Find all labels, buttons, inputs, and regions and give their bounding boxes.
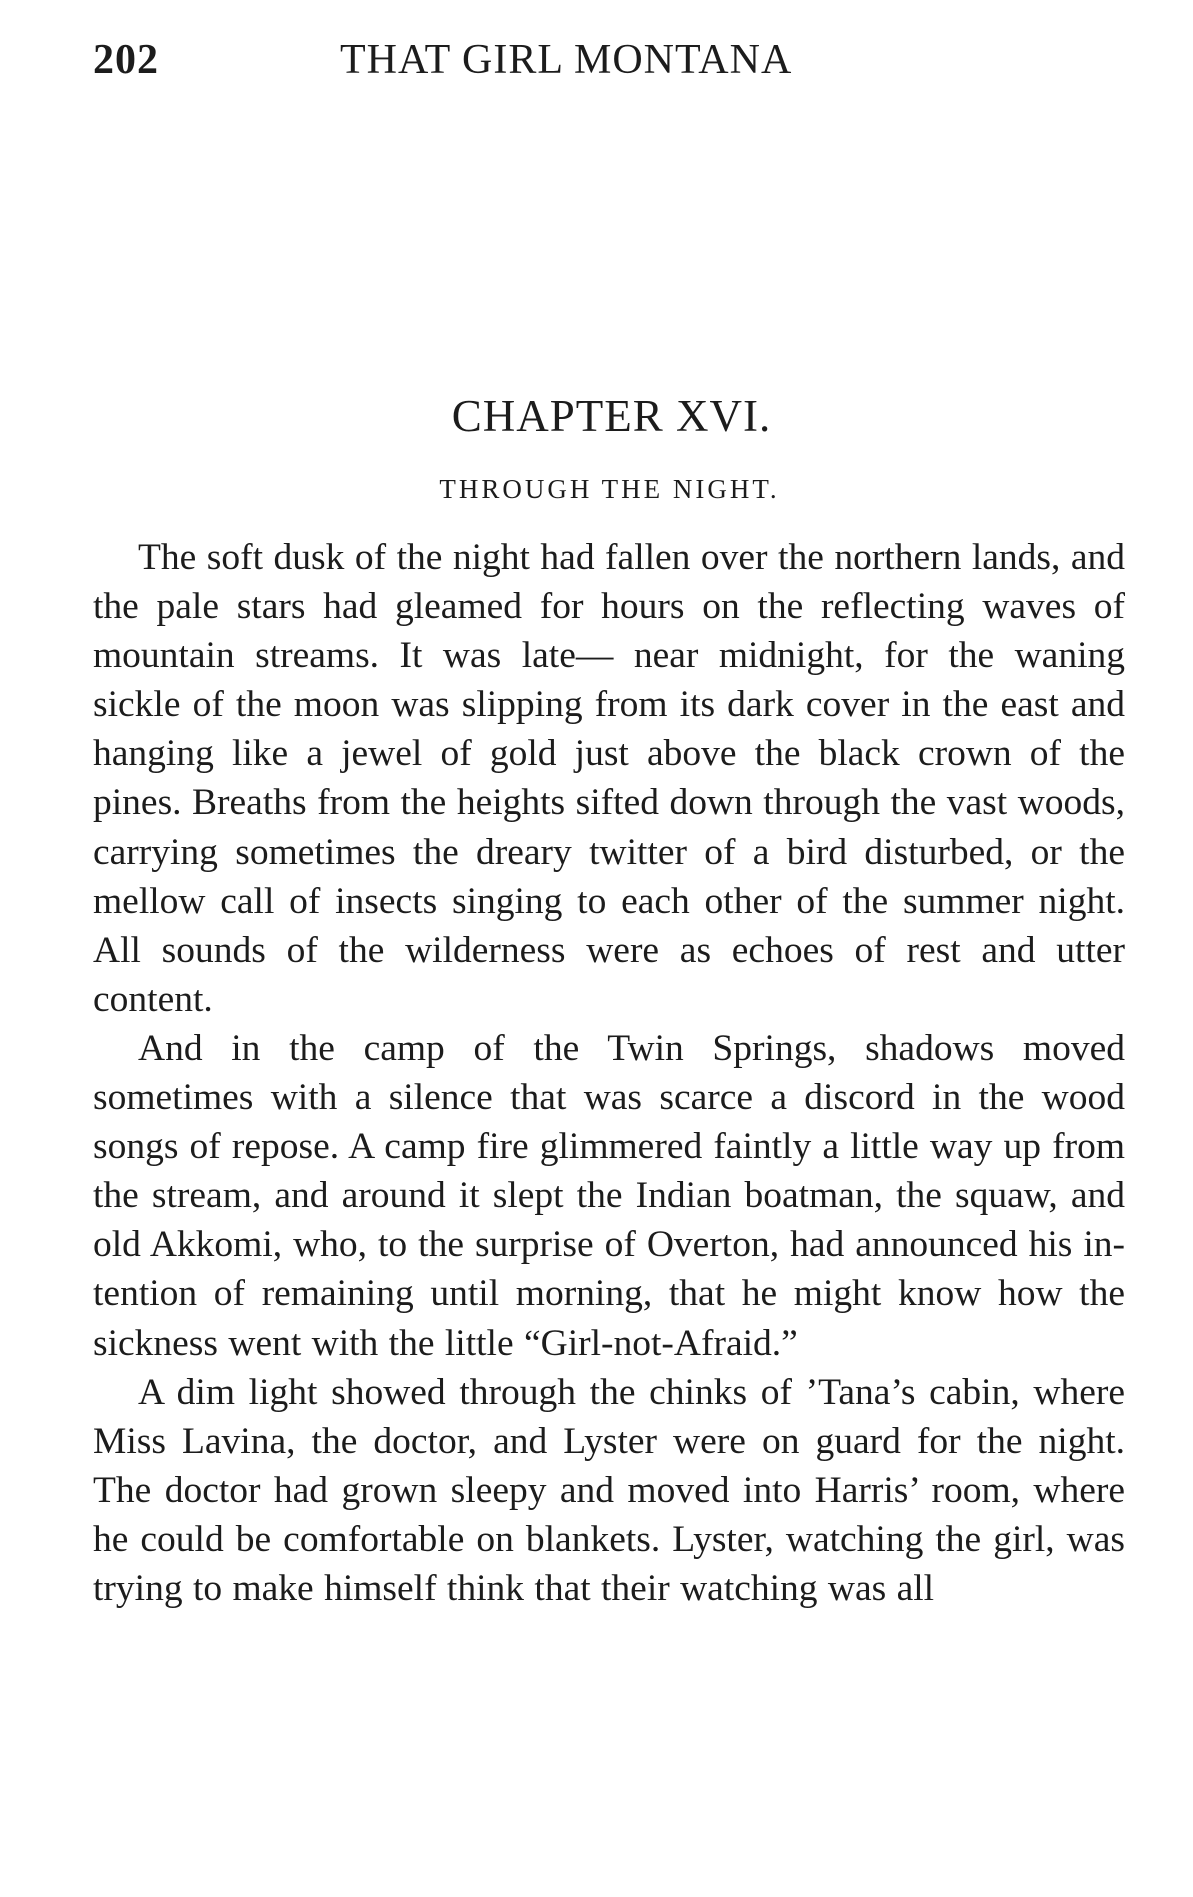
running-title: THAT GIRL MONTANA (340, 37, 793, 83)
paragraph: The soft dusk of the night had fallen over the northern lands, and the pale stars had gleamed for hours on the reflecting waves of mountain streams. It was late— near midnight, for the waning sickle of the moon was slipping from its dark cover in the east and hanging like a jewel of gold just above the black crown of the pines. Breaths from the heights sifted down through the vast woods, carrying sometimes the dreary twitter of a bird disturbed, or the mellow call of insects singing to each other of the summer night. All sounds of the wilderness were as echoes of rest and utter content. (93, 537, 1125, 1020)
paragraph: And in the camp of the Twin Springs, shadows moved sometimes with a silence that was scarce a discord in the wood songs of repose. A camp fire glimmered faintly a little way up from the stream, and around it slept the Indian boatman, the squaw, and old Akkomi, who, to the surprise of Overton, had announced his intention of remaining until morning, that he might know how the sickness went with the little “Girl-not-Afraid.” (93, 1027, 1125, 1364)
running-head (0, 34, 1193, 86)
paragraph: A dim light showed through the chinks of ’Tana’s cabin, where Miss Lavina, the doctor, and Lyster were on guard for the night. The doctor had grown sleepy and moved into Harris’ room, where he could be comfortable on blankets. Lyster, watching the girl, was trying to make himself think that their watching was all (93, 1371, 1125, 1609)
chapter-subtitle: THROUGH THE NIGHT. (439, 474, 780, 504)
body-text (93, 533, 1125, 1613)
chapter-heading: CHAPTER XVI. (451, 391, 772, 441)
page-number: 202 (93, 37, 159, 83)
